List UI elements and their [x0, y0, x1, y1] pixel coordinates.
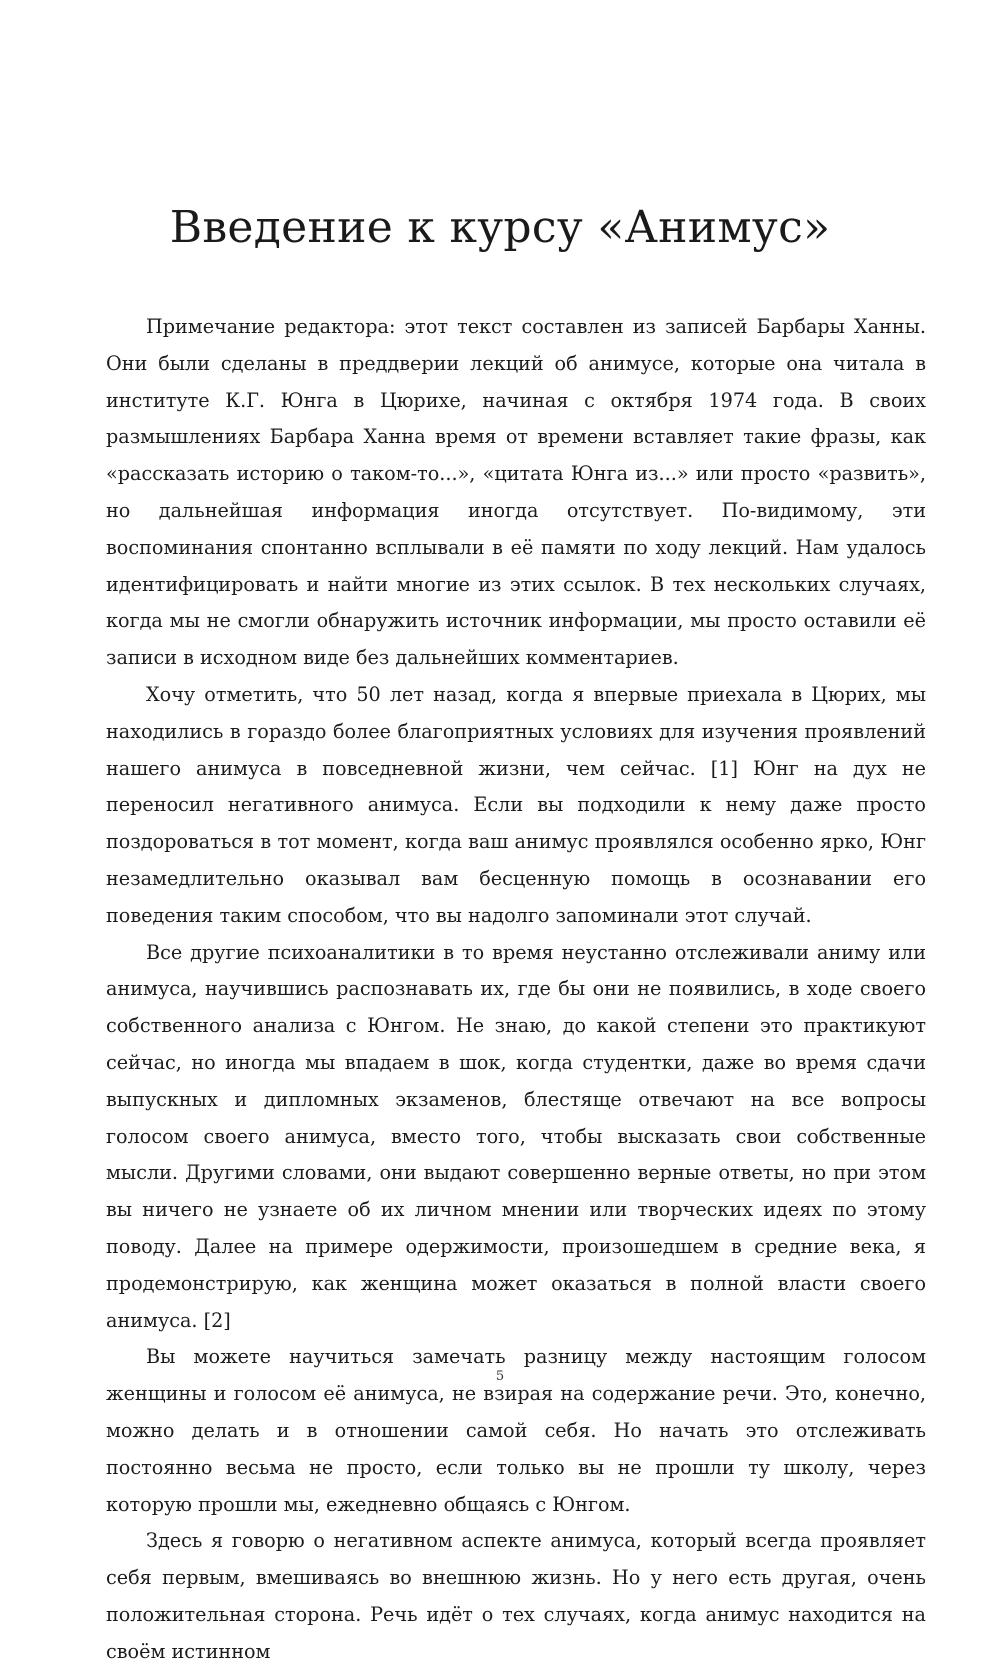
page-number: 5 — [495, 1369, 505, 1384]
paragraph-zurich-memory: Хочу отметить, что 50 лет назад, когда я впервые приехала в Цюрих, мы находились в гораздо более благоприятных условиях для изучения проявлений нашего анимуса в повседневной жизни, чем сейчас. [1] Юнг на дух не переносил негативного анимуса. Если вы подходили к нему даже просто поздороваться в тот момент, когда ваш анимус проявлялся особенно ярко, Юнг незамедлительно оказывал вам бесценную помощь в осознавании его поведения таким способом, что вы надолго запоминали этот случай. — [106, 682, 926, 927]
paragraph-voice-difference: Вы можете научиться замечать разницу между настоящим голосом женщины и голосом её анимуса, не взирая на содержание речи. Это, конечно, можно делать и в отношении самой себя. Но начать это отслеживать постоянно весьма не просто, если только вы не прошли ту школу, через которую прошли мы, ежедневно общаясь с Юнгом. — [106, 1345, 926, 1516]
paragraph-psychoanalysts: Все другие психоаналитики в то время неустанно отслеживали аниму или анимуса, научившись распознавать их, где бы они не появились, в ходе своего собственного анализа с Юнгом. Не знаю, до какой степени это практикуют сейчас, но иногда мы впадаем в шок, когда студентки, даже во время сдачи выпускных и дипломных экзаменов, блестяще отвечают на все вопросы голосом своего анимуса, вместо того, чтобы высказать свои собственные мысли. Другими словами, они выдают совершенно верные ответы, но при этом вы ничего не узнаете об их личном мнении или творческих идеях по этому поводу. Далее на примере одержимости, произошедшем в средние века, я продемонстрирую, как женщина может оказаться в полной власти своего анимуса. [2] — [106, 940, 926, 1332]
chapter-title: Введение к курсу «Анимус» — [169, 202, 831, 253]
paragraph-editor-note: Примечание редактора: этот текст составлен из записей Барбары Ханны. Они были сделаны в преддверии лекций об анимусе, которые она читала в институте К.Г. Юнга в Цюрихе, начиная с октября 1974 года. В своих размышлениях Барбара Ханна время от времени вставляет такие фразы, как «рассказать историю о таком-то...», «цитата Юнга из...» или просто «развить», но дальнейшая информация иногда отсутствует. По-видимому, эти воспоминания спонтанно всплывали в её памяти по ходу лекций. Нам удалось идентифицировать и найти многие из этих ссылок. В тех нескольких случаях, когда мы не смогли обнаружить источник информации, мы просто оставили её записи в исходном виде без дальнейших комментариев. — [106, 315, 926, 670]
paragraph-negative-aspect: Здесь я говорю о негативном аспекте анимуса, который всегда проявляет себя первым, вмешиваясь во внешнюю жизнь. Но у него есть другая, очень положительная сторона. Речь идёт о тех случаях, когда анимус находится на своём истинном — [106, 1529, 926, 1663]
body-text — [106, 309, 926, 1670]
